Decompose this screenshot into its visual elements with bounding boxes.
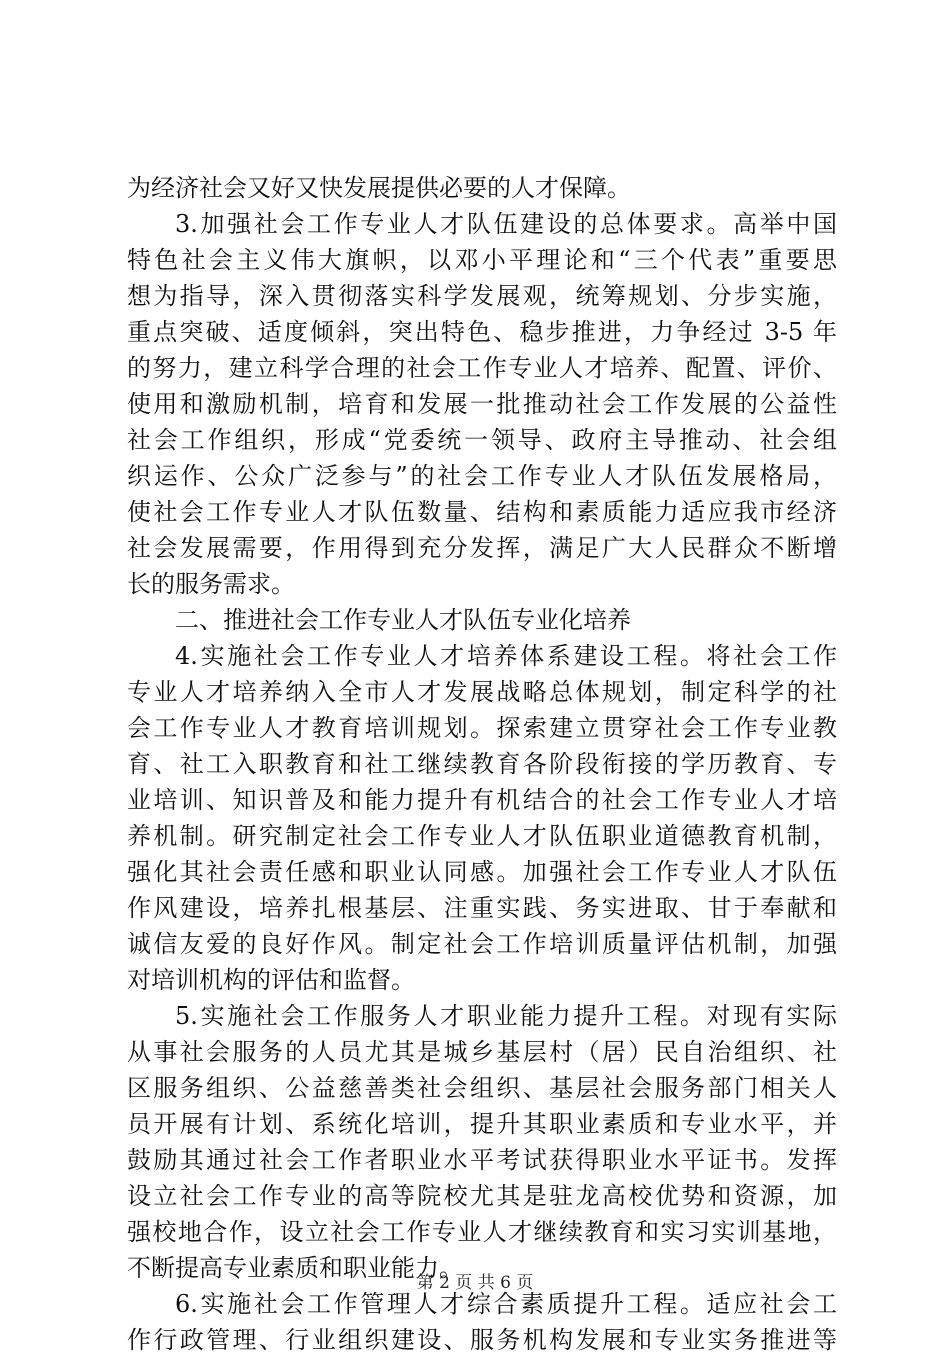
text-line: 社会发展需要，作用得到充分发挥，满足广大人民群众不断增 bbox=[127, 534, 837, 562]
text-line: 二、推进社会工作专业人才队伍专业化培养 bbox=[175, 606, 631, 634]
text-line: 使用和激励机制，培育和发展一批推动社会工作发展的公益性 bbox=[127, 390, 837, 418]
text-line: 鼓励其通过社会工作者职业水平考试获得职业水平证书。发挥 bbox=[127, 1146, 837, 1174]
text-line: 重点突破、适度倾斜，突出特色、稳步推进，力争经过 3-5 年 bbox=[127, 318, 837, 346]
page-footer: 第 2 页 共 6 页 bbox=[416, 1273, 534, 1293]
text-line: 5.实施社会工作服务人才职业能力提升工程。对现有实际 bbox=[175, 1002, 837, 1030]
text-line: 强校地合作，设立社会工作专业人才继续教育和实习实训基地， bbox=[127, 1218, 837, 1246]
text-line: 作行政管理、行业组织建设、服务机构发展和专业实务推进等 bbox=[127, 1326, 837, 1354]
text-line: 想为指导，深入贯彻落实科学发展观，统筹规划、分步实施， bbox=[127, 282, 837, 310]
text-line: 为经济社会又好又快发展提供必要的人才保障。 bbox=[127, 174, 631, 202]
text-line: 社会工作组织，形成“党委统一领导、政府主导推动、社会组 bbox=[127, 426, 837, 454]
text-line: 不断提高专业素质和职业能力。 bbox=[127, 1254, 463, 1282]
text-line: 织运作、公众广泛参与”的社会工作专业人才队伍发展格局， bbox=[127, 462, 837, 490]
text-line: 特色社会主义伟大旗帜，以邓小平理论和“三个代表”重要思 bbox=[127, 246, 837, 274]
text-line: 使社会工作专业人才队伍数量、结构和素质能力适应我市经济 bbox=[127, 498, 837, 526]
text-line: 6.实施社会工作管理人才综合素质提升工程。适应社会工 bbox=[175, 1290, 837, 1318]
text-line: 员开展有计划、系统化培训，提升其职业素质和专业水平，并 bbox=[127, 1110, 837, 1138]
text-line: 对培训机构的评估和监督。 bbox=[127, 966, 415, 994]
text-line: 区服务组织、公益慈善类社会组织、基层社会服务部门相关人 bbox=[127, 1074, 837, 1102]
text-line: 养机制。研究制定社会工作专业人才队伍职业道德教育机制， bbox=[127, 822, 837, 850]
text-line: 长的服务需求。 bbox=[127, 570, 295, 598]
text-line: 作风建设，培养扎根基层、注重实践、务实进取、甘于奉献和 bbox=[127, 894, 837, 922]
text-line: 业培训、知识普及和能力提升有机结合的社会工作专业人才培 bbox=[127, 786, 837, 814]
text-line: 从事社会服务的人员尤其是城乡基层村（居）民自治组织、社 bbox=[127, 1038, 837, 1066]
text-line: 的努力，建立科学合理的社会工作专业人才培养、配置、评价、 bbox=[127, 354, 837, 382]
text-line: 专业人才培养纳入全市人才发展战略总体规划，制定科学的社 bbox=[127, 678, 837, 706]
text-line: 3.加强社会工作专业人才队伍建设的总体要求。高举中国 bbox=[175, 210, 837, 238]
text-line: 强化其社会责任感和职业认同感。加强社会工作专业人才队伍 bbox=[127, 858, 837, 886]
text-line: 育、社工入职教育和社工继续教育各阶段衔接的学历教育、专 bbox=[127, 750, 837, 778]
document-body bbox=[127, 170, 837, 1358]
text-line: 会工作专业人才教育培训规划。探索建立贯穿社会工作专业教 bbox=[127, 714, 837, 742]
text-line: 设立社会工作专业的高等院校尤其是驻龙高校优势和资源，加 bbox=[127, 1182, 837, 1210]
text-line: 诚信友爱的良好作风。制定社会工作培训质量评估机制，加强 bbox=[127, 930, 837, 958]
text-line: 4.实施社会工作专业人才培养体系建设工程。将社会工作 bbox=[175, 642, 837, 670]
